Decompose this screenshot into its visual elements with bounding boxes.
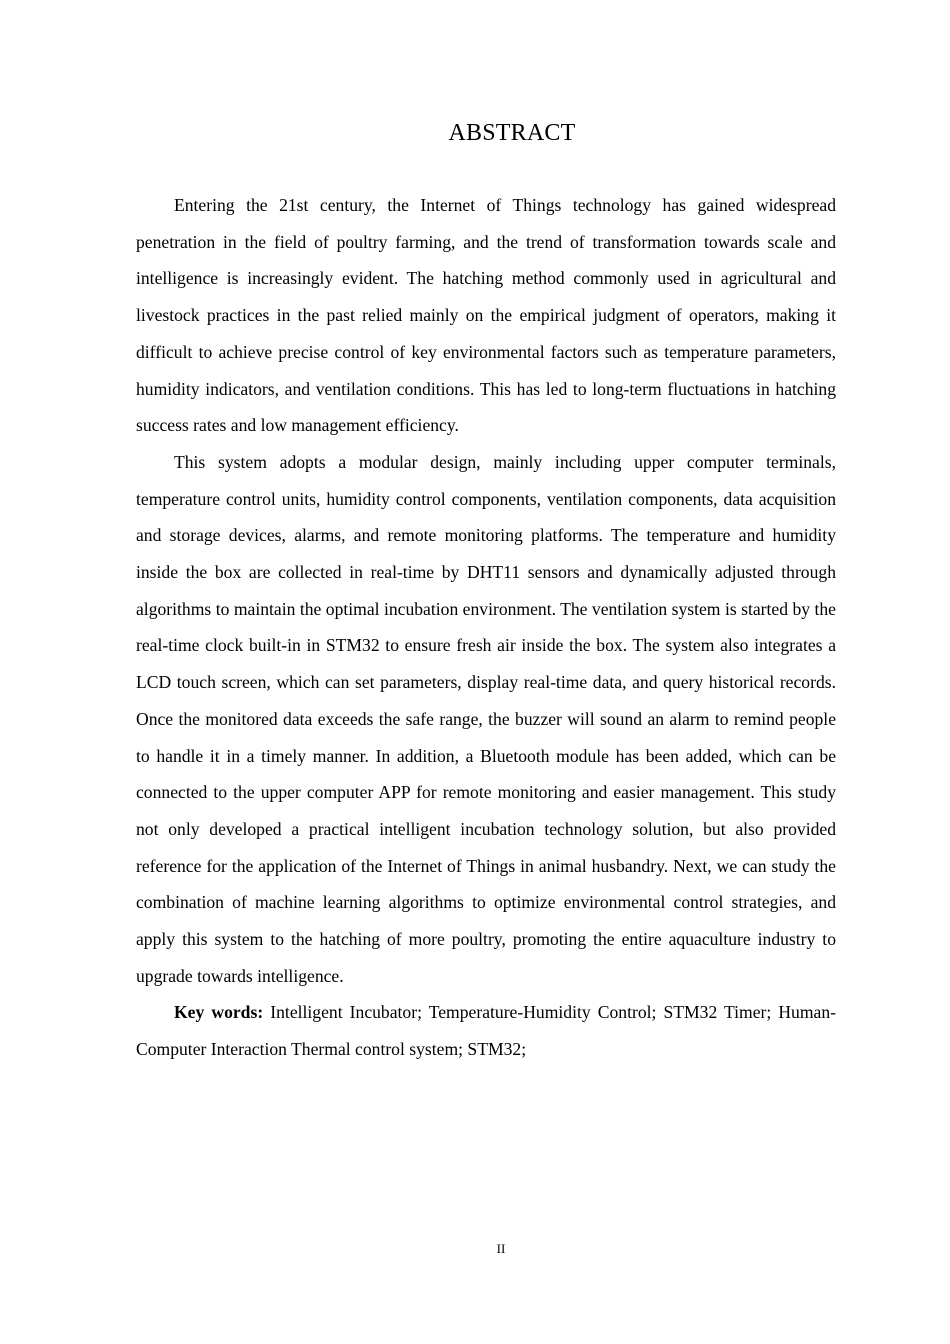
abstract-paragraph-1: Entering the 21st century, the Internet of Things technology has gained widespread penetration in the field of poultry farming, and the trend of transformation towards scale and intelligence is increasingly evident. The hatching method commonly used in agricultural and livestock practices in the past relied mainly on the empirical judgment of operators, making it difficult to achieve precise control of key environmental factors such as temperature parameters, humidity indicators, and ventilation conditions. This has led to long-term fluctuations in hatching success rates and low management efficiency. (136, 195, 836, 436)
keywords-text: Intelligent Incubator; Temperature-Humidity Control; STM32 Timer; Human-Computer Interaction Thermal control system; STM32; (136, 1002, 837, 1060)
abstract-title: ABSTRACT (448, 120, 576, 146)
keywords-label: Key words: (174, 1002, 264, 1023)
abstract-paragraph-2: This system adopts a modular design, mainly including upper computer terminals, temperature control units, humidity control components, ventilation components, data acquisition and storage devices, alarms, and remote monitoring platforms. The temperature and humidity inside the box are collected in real-time by DHT11 sensors and dynamically adjusted through algorithms to maintain the optimal incubation environment. The ventilation system is started by the real-time clock built-in in STM32 to ensure fresh air inside the box. The system also integrates a LCD touch screen, which can set parameters, display real-time data, and query historical records. Once the monitored data exceeds the safe range, the buzzer will sound an alarm to remind people to handle it in a timely manner. In addition, a Bluetooth module has been added, which can be connected to the upper computer APP for remote monitoring and easier management. This study not only developed a practical intelligent incubation technology solution, but also provided reference for the application of the Internet of Things in animal husbandry. Next, we can study the combination of machine learning algorithms to optimize environmental control strategies, and apply this system to the hatching of more poultry, promoting the entire aquaculture industry to upgrade towards intelligence. (136, 451, 836, 986)
abstract-body (136, 187, 836, 1068)
page-number: II (496, 1241, 506, 1256)
keywords-paragraph (136, 994, 836, 1067)
